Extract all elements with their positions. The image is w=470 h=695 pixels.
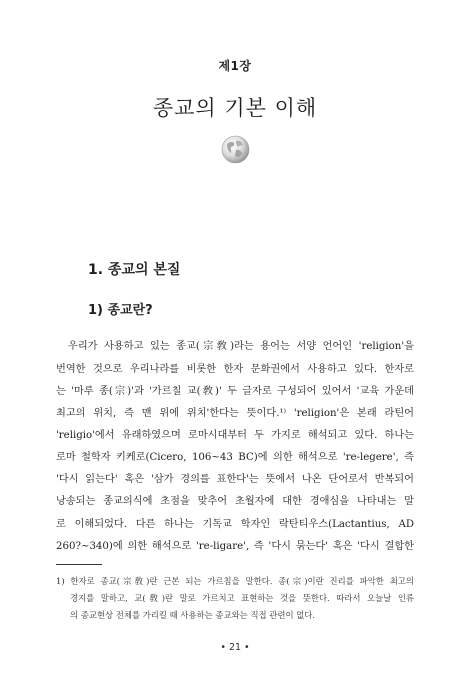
chapter-label: 제1장 <box>218 59 252 73</box>
body-line: 최고의 위치, 즉 맨 위에 위치'한다는 뜻이다.¹⁾ 'religion'은 본래 라틴어 <box>56 408 414 419</box>
body-line: 우리가 사용하고 있는 종교(宗敎)라는 용어는 서양 언어인 'religion'을 <box>68 341 414 352</box>
body-line: 260?~340)에 의한 해석으로 're-ligare', 즉 '다시 묶는다' 혹은 '다시 결합한 <box>56 541 414 552</box>
body-line: 'religio'에서 유래하였으며 로마시대부터 두 가지로 해석되고 있다. 하나는 <box>56 430 414 441</box>
body-line: 로 이해되었다. 다른 하나는 기독교 학자인 락탄티우스(Lactantius, AD <box>56 519 414 530</box>
body-line: 번역한 것으로 우리나라를 비롯한 한자 문화권에서 사용하고 있다. 한자로 <box>56 364 414 375</box>
section-heading: 1. 종교의 본질 <box>88 262 181 278</box>
body-line: 낭송되는 종교의식에 초점을 맞추어 초월자에 대한 경애심을 나타내는 말 <box>56 496 414 507</box>
footnote-line: 1) 한자로 종교(宗敎)란 근본 되는 가르침을 말한다. 종(宗)이란 진리를 파악한 최고의 <box>56 576 414 586</box>
subsection-heading: 1) 종교란? <box>88 303 153 318</box>
globe-icon <box>221 135 250 164</box>
chapter-title: 종교의 기본 이해 <box>152 96 318 120</box>
body-line: 로마 철학자 키케로(Cicero, 106~43 BC)에 의한 해석으로 're-legere', 즉 <box>56 452 414 463</box>
footnote-line: 경지를 말하고, 교(敎)란 말로 가르치고 표현하는 것을 뜻한다. 따라서 오늘날 인류 <box>70 593 414 603</box>
footnote-divider <box>56 564 102 565</box>
page-number: • 21 • <box>220 642 250 653</box>
body-line: 는 '마루 종(宗)'과 '가르칠 교(敎)' 두 글자로 구성되어 있어서 '교육 가운데 <box>56 386 414 397</box>
body-line: '다시 읽는다' 혹은 '삼가 경의를 표한다'는 뜻에서 나온 단어로서 반복되어 <box>56 474 414 485</box>
footnote-line: 의 종교현상 전체를 가리킬 때 사용하는 종교와는 직접 관련이 없다. <box>70 610 316 620</box>
